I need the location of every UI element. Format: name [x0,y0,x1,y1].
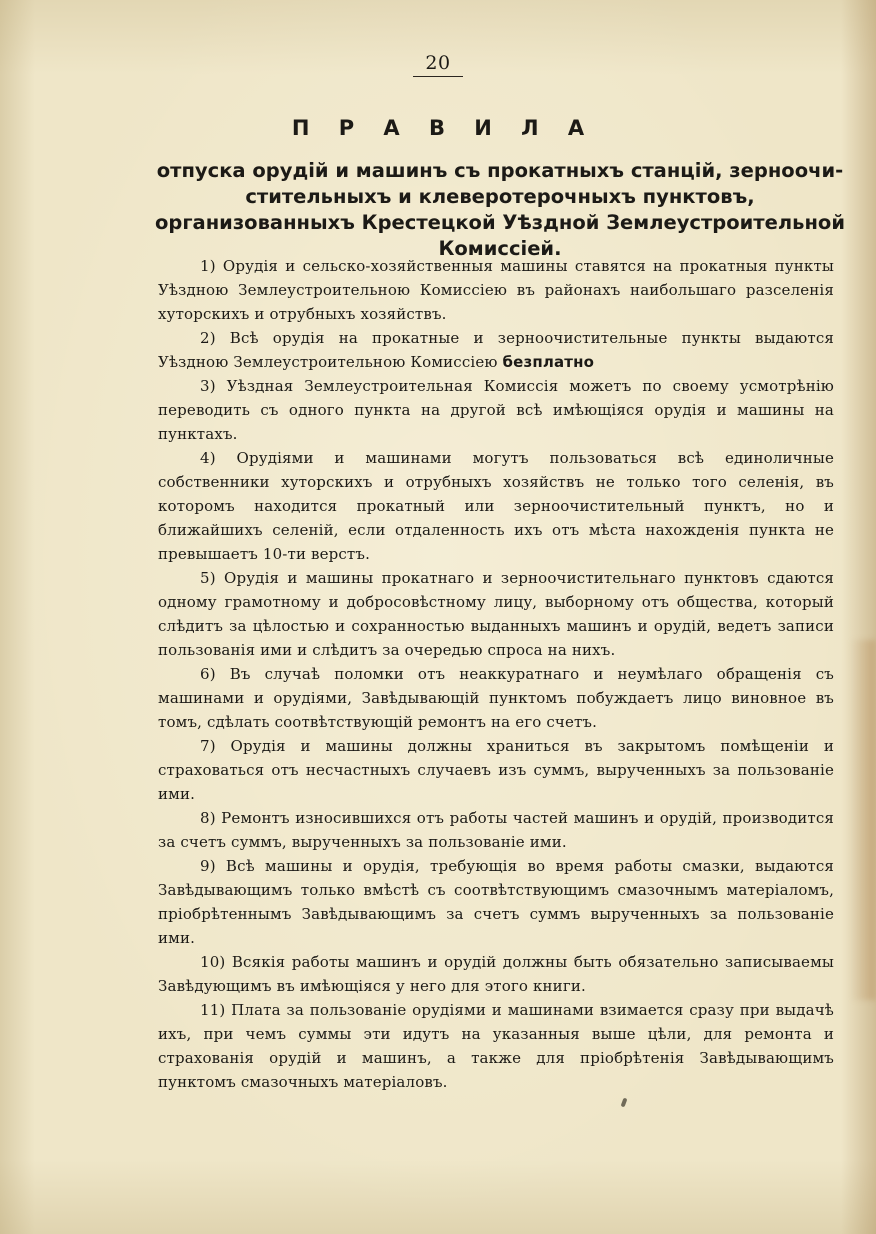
page-edge-stain [850,640,876,1000]
rule-2-emphasis: безплатно [502,353,595,371]
rule-6: 6) Въ случаѣ поломки отъ неаккуратнаго и неумѣлаго обращенія съ машинами и орудіями, Завѣдывающій пунктомъ побуждаетъ лицо виновное въ томъ, сдѣлать соотвѣтствующій ремонтъ на его счетъ. [158,665,834,731]
rule-2 [158,326,834,374]
rule-5: 5) Орудія и машины прокатнаго и зерноочистительнаго пунктовъ сдаются одному грамотному и добросовѣстному лицу, выборному отъ общества, который слѣдитъ за цѣлостью и сохранностью выданныхъ машинъ и орудій, ведетъ записи пользованія ими и слѣдитъ за очередью спроса на нихъ. [158,569,834,659]
rule-2-text: 2) Всѣ орудія на прокатные и зерноочистительные пункты выдаются Уѣздною Землеустроительною Комиссіею [158,329,834,371]
rule-7: 7) Орудія и машины должны храниться въ закрытомъ помѣщеніи и страховаться отъ несчастныхъ случаевъ изъ суммъ, вырученныхъ за пользованіе ими. [158,737,834,803]
page-number: 20 [0,52,876,77]
rule-3: 3) Уѣздная Землеустроительная Комиссія можетъ по своему усмотрѣнію переводить съ одного пункта на другой всѣ имѣющіяся орудія и машины на пунктахъ. [158,377,834,443]
rule-10: 10) Всякія работы машинъ и орудій должны быть обязательно записываемы Завѣдующимъ въ имѣющіяся у него для этого книги. [158,953,834,995]
document-title: П Р А В И Л А [291,116,596,140]
rule-11: 11) Плата за пользованіе орудіями и машинами взимается сразу при выдачѣ ихъ, при чемъ суммы эти идутъ на указанныя выше цѣли, для ремонта и страхованія орудій и машинъ, а также для пріобрѣтенія Завѣдывающимъ пунктомъ смазочныхъ матеріаловъ. [158,1001,834,1091]
rule-1: 1) Орудія и сельско-хозяйственныя машины ставятся на прокатныя пункты Уѣздною Землеустроительною Комиссіею въ районахъ наибольшаго разселенія хуторскихъ и отрубныхъ хозяйствъ. [158,257,834,323]
rules-list [158,254,834,1094]
rule-9: 9) Всѣ машины и орудія, требующія во время работы смазки, выдаются Завѣдывающимъ только вмѣстѣ съ соотвѣтствующимъ смазочнымъ матеріаломъ, пріобрѣтеннымъ Завѣдывающимъ за счетъ суммъ вырученныхъ за пользованіе ими. [158,857,834,947]
rule-8: 8) Ремонтъ износившихся отъ работы частей машинъ и орудій, производится за счетъ суммъ, вырученныхъ за пользованіе ими. [158,809,834,851]
rule-4: 4) Орудіями и машинами могутъ пользоваться всѣ единоличные собственники хуторскихъ и отрубныхъ хозяйствъ не только того селенія, въ которомъ находится прокатный или зерноочистительный пунктъ, но и ближайшихъ селеній, если отдаленность ихъ отъ мѣста нахожденія пункта не превышаетъ 10-ти верстъ. [158,449,834,563]
ink-speck [621,1098,628,1108]
document-subtitle: отпуска орудій и машинъ съ прокатныхъ станцій, зерноочи-стительныхъ и клеверотерочныхъ пунктовъ, организованныхъ Крестецкой Уѣздной Землеустроительной Комиссіей. [155,159,845,260]
